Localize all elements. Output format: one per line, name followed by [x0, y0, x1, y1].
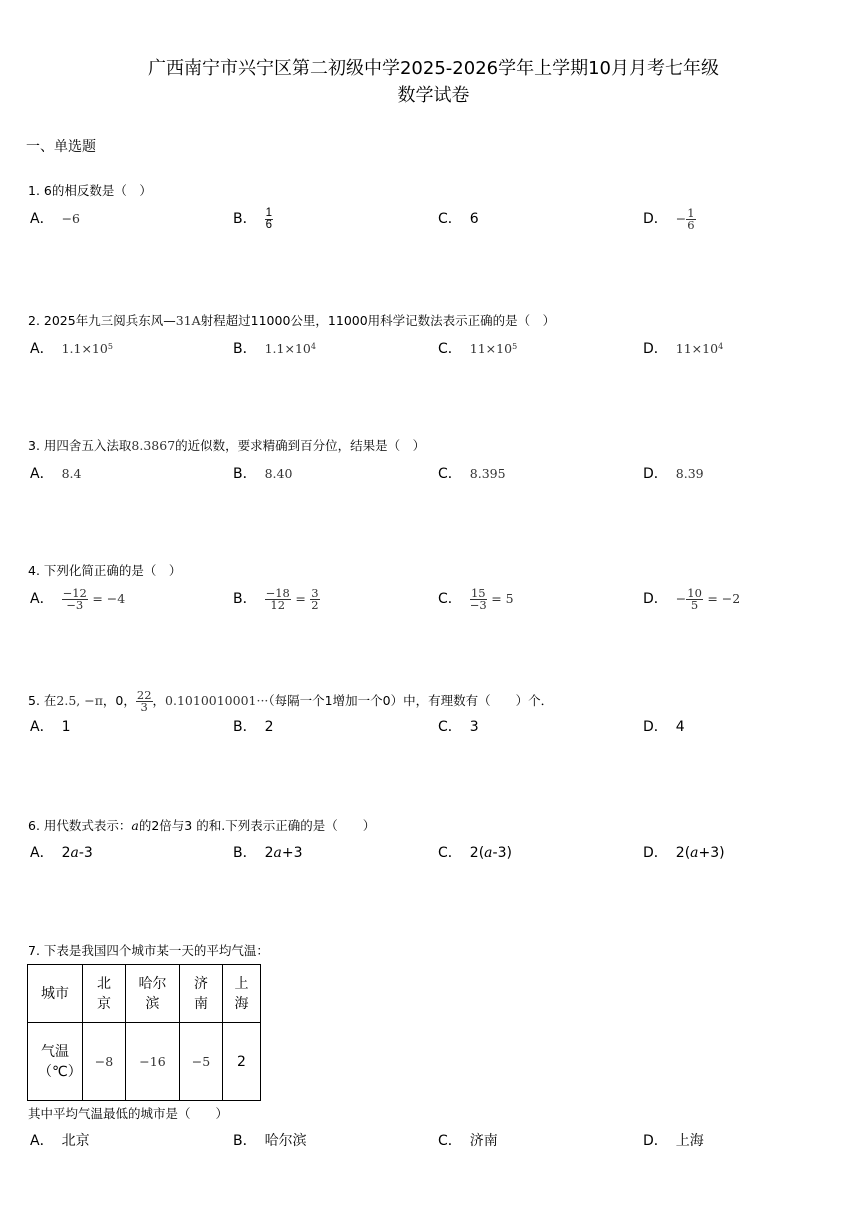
question-2-stem: 2. 2025年九三阅兵东风—31A射程超过11000公里，11000用科学记数法表示正确的是（ ） [28, 313, 556, 328]
option-value: 6 [469, 211, 479, 227]
table-header-cell: 上海 [223, 965, 261, 1023]
option-letter: D． [643, 211, 668, 227]
option-letter: B． [233, 211, 257, 227]
option-d[interactable]: D． 8.39 [643, 466, 704, 482]
question-6-stem: 6. 用代数式表示：a的2倍与3 的和.下列表示正确的是（ ） [28, 818, 376, 833]
option-a[interactable]: A． 8.4 [30, 466, 82, 482]
table-header-cell: 城市 [28, 965, 83, 1023]
question-3-options [30, 461, 850, 487]
fraction: $\frac{1}{6}$ [265, 206, 273, 231]
question-4-stem: 4. 下列化简正确的是（ ） [28, 563, 182, 578]
option-c[interactable]: C． 8.395 [438, 466, 506, 482]
option-value: −6 [61, 211, 81, 226]
question-7-followup: 其中平均气温最低的城市是（ ） [28, 1106, 229, 1121]
option-b[interactable]: B． 2a+3 [233, 845, 303, 861]
option-c[interactable]: C． 3 [438, 719, 479, 735]
option-d[interactable]: D． 2(a+3) [643, 845, 725, 861]
table-cell: −16 [126, 1023, 180, 1101]
option-c[interactable] [438, 206, 479, 232]
temperature-table [27, 964, 261, 1101]
question-1-stem: 1. 6的相反数是（ ） [28, 183, 152, 198]
question-2-options [30, 336, 850, 362]
option-b[interactable]: B． $\frac{-18}{12}$ = $\frac{3}{2}$ [233, 585, 319, 612]
option-b[interactable]: B． 8.40 [233, 466, 293, 482]
option-c[interactable]: C． 2(a-3) [438, 845, 512, 861]
option-d[interactable]: D． $11\times 10^4$ [643, 341, 724, 357]
table-cell: −8 [83, 1023, 126, 1101]
option-b[interactable]: B． 哈尔滨 [233, 1133, 307, 1149]
option-a[interactable] [30, 206, 80, 232]
question-3-stem: 3. 用四舍五入法取8.3867的近似数，要求精确到百分位，结果是（ ） [28, 438, 426, 453]
question-7-stem: 7. 下表是我国四个城市某一天的平均气温： [28, 943, 269, 958]
exam-title-line1: 广西南宁市兴宁区第二初级中学2025-2026学年上学期10月月考七年级 [147, 58, 719, 79]
table-row-label: 气温（℃） [28, 1023, 83, 1101]
option-a[interactable]: A． $1.1\times 10^5$ [30, 341, 113, 357]
option-c[interactable]: C． $\frac{15}{-3}$ = 5 [438, 585, 514, 612]
option-letter: A． [30, 211, 54, 227]
table-cell: −5 [180, 1023, 223, 1101]
question-7-options [30, 1128, 850, 1154]
table-header-cell: 北京 [83, 965, 126, 1023]
option-c[interactable]: C． 济南 [438, 1133, 498, 1149]
question-4-options [30, 586, 850, 612]
option-a[interactable]: A． $\frac{-12}{-3}$ = −4 [30, 585, 126, 612]
question-6-options [30, 840, 850, 866]
option-letter: C． [438, 211, 462, 227]
question-5-options [30, 714, 850, 740]
option-b[interactable] [233, 206, 273, 232]
option-b[interactable]: B． $1.1\times 10^4$ [233, 341, 316, 357]
option-a[interactable]: A． 1 [30, 719, 71, 735]
exam-title-line2: 数学试卷 [397, 85, 470, 106]
table-header-cell: 哈尔滨 [126, 965, 180, 1023]
option-c[interactable]: C． $11\times 10^5$ [438, 341, 518, 357]
option-a[interactable]: A． 2a-3 [30, 845, 93, 861]
table-header-cell: 济南 [180, 965, 223, 1023]
fraction: $\frac{1}{6}$ [687, 205, 695, 232]
option-d[interactable]: D． − $\frac{10}{5}$ = −2 [643, 585, 741, 612]
option-a[interactable]: A． 北京 [30, 1133, 90, 1149]
option-b[interactable]: B． 2 [233, 719, 274, 735]
question-5-stem: 5. 在2.5, −π，0， $\frac{22}{3}$ ，0.1010010001···（每隔一个1增加一个0）中，有理数有（ ）个． [28, 688, 554, 714]
question-1-options [30, 206, 850, 232]
table-cell: 2 [223, 1023, 261, 1101]
option-d[interactable]: D． 上海 [643, 1133, 704, 1149]
option-d[interactable]: D． 4 [643, 719, 685, 735]
section-heading: 一、单选题 [26, 139, 96, 155]
option-d[interactable]: D． − $\frac{1}{6}$ [643, 205, 695, 232]
